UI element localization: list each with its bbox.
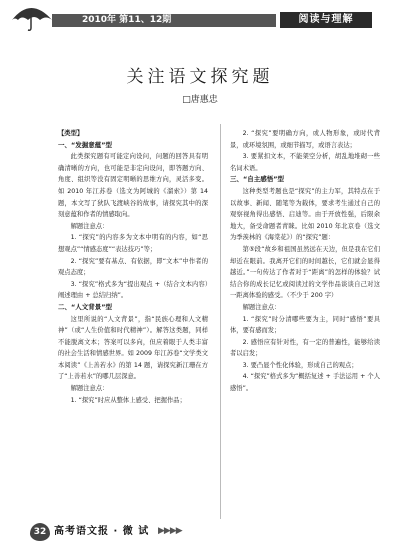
left-column (58, 128, 208, 406)
paragraph: 1. “探究”时应从整体上感受、把握作品； (70, 396, 186, 404)
paragraph: 3. “探究”格式多为“提出观点 +（结合文本内容）阐述理由 + 总结归纳”。 (58, 280, 208, 300)
section-tag: 阅读与理解 (280, 12, 372, 28)
column-divider (220, 124, 221, 519)
subheading: 一、“发掘意蕴”型 (58, 140, 113, 149)
arrow-icon: ▶▶▶▶ (158, 526, 182, 536)
paragraph: 4. “探究”格式多为“概括复述 + 手法运用 + 个人感悟”。 (230, 373, 380, 393)
page-footer (0, 515, 400, 550)
paragraph: 解题注意点： (70, 385, 109, 393)
article-title: 关注语文探究题 (126, 67, 274, 87)
subheading: 三、“自主感悟”型 (230, 175, 285, 184)
umbrella-icon (8, 2, 54, 32)
paragraph: 3. 要凸显个性化体验，形成自己的观点； (242, 361, 358, 369)
paragraph: 解题注意点： (242, 303, 281, 311)
paragraph: 这里所说的“人文背景”，指“民族心理和人文精神”（或“人生价值和时代精神”）。解答这类题，同样不能脱离文本；答案可以多向，但应着眼于人类丰富的社会生活和情感世界。如 2009 年江苏卷“文学类文本阅读”《上善若水》的第 14 题，请探究新江珊在方了“上善若水”的哪几层深意。 (58, 315, 208, 381)
issue-label: 2010年 第11、12期 (52, 14, 276, 27)
paragraph: 2. 感悟应有针对性，有一定的普遍性，能够给读者以启发； (230, 338, 380, 358)
paragraph: 解题注意点： (70, 222, 109, 230)
paragraph: 1. “探究”时分清哪些要为主，同时“感悟”要具体，要有感而发； (230, 315, 380, 335)
page-number: 32 (30, 523, 50, 541)
magazine-name: 高考语文报 · 微 试 (54, 526, 150, 537)
paragraph: 此类探究题有可能定向设问，问题的回答具有明确清晰的方向，也可能是非定向设问，即答题方向、角度、组织等没有固定明晰的思维方向，灵活多变。如 2010 年江苏卷（选文为阿城的《溜索》）第 14 题，本文写了狄队飞渡峡谷的故事，请探究其中的深刻意蕴和作者的情感取向。 (58, 153, 208, 219)
paragraph: 3. 要紧扣文本，不能架空分析，胡乱地堆砌一些名词术语。 (230, 153, 380, 172)
paragraph: 2. “探究”要有基点、有依据，即“文本”中作者的观点态度； (58, 257, 208, 277)
paragraph: 1. “探究”的内容多为文本中明有的内容，如“思想观点”“情感态度”“表达技巧”等； (58, 234, 208, 253)
paragraph: 这种类型考题也是“探究”的主力军，其特点在于以故事、新闻、随笔等为载体，要求考生通过自己的观察视角得出感悟、启迪等。由于开放性强，后限余地大，备受命题者青睐。比如 2010 年北京卷（选文为季羡林的《海棠花》）的“探究”题： (230, 187, 380, 242)
page-header (0, 0, 400, 34)
subheading: 【类型】 (58, 130, 84, 137)
subheading: 二、“人文背景”型 (58, 302, 113, 311)
right-column (230, 128, 380, 395)
paragraph: 2. “探究”要明确方向，或人物形象，或时代背景，或环境氛围，或细节描写，或语言表达； (230, 130, 380, 149)
paragraph: 第⑤段“故乡和祖国虽然远在天边，但是我在它们却近在眼前。我离开它们的时间越长，它们就会显得越近。”一句传达了作者对于“距离”的怎样的体验？试结合你的成长记忆或阅读过的文学作品谈谈自己对这一距离体验的感受。（不少于 200 字） (230, 245, 380, 300)
article-author: □唐惠忠 (182, 95, 218, 105)
